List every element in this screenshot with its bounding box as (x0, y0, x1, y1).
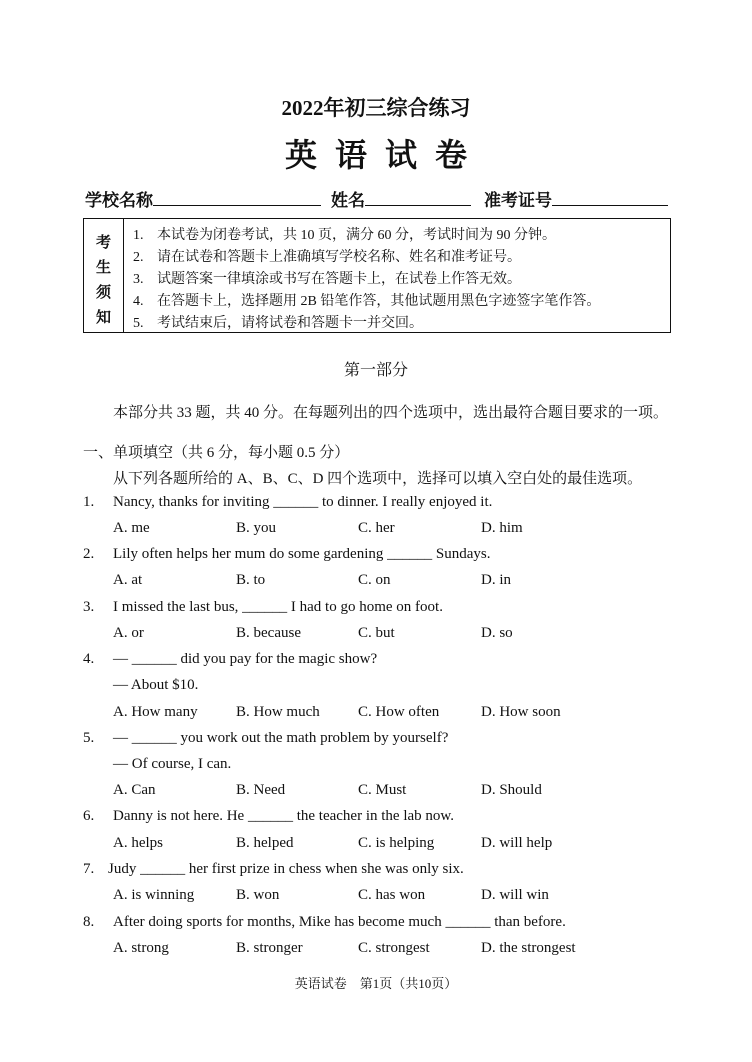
notice-label-char: 须 (95, 285, 111, 301)
option-d: D. the strongest (481, 940, 576, 956)
question-number: 6. (83, 808, 95, 824)
option-c: C. her (358, 520, 395, 536)
option-c: C. strongest (358, 940, 430, 956)
notice-label (84, 219, 124, 332)
school-label: 学校名称 (85, 191, 153, 210)
question-dialog-reply: — About $10. (113, 677, 199, 693)
notice-item: 3. 试题答案一律填涂或书写在答题卡上，在试卷上作答无效。 (133, 272, 521, 287)
option-b: B. you (236, 520, 277, 536)
question-stem: Lily often helps her mum do some gardening ______ Sundays. (113, 546, 491, 562)
option-d: D. will win (481, 887, 549, 903)
exam-title: 2022年初三综合练习 (281, 96, 471, 120)
subject-title: 英语试卷 (284, 137, 485, 173)
option-b: B. because (236, 625, 301, 641)
section-heading: 一、单项填空（共 6 分，每小题 0.5 分） (83, 445, 350, 461)
option-d: D. Should (481, 782, 542, 798)
option-d: D. in (481, 572, 511, 588)
question-stem: Judy ______ her first prize in chess when she was only six. (108, 861, 464, 877)
notice-label-char: 生 (95, 260, 111, 276)
school-name-field (85, 186, 321, 211)
question-number: 3. (83, 599, 95, 615)
question-stem: After doing sports for months, Mike has become much ______ than before. (113, 914, 566, 930)
option-b: B. How much (236, 704, 320, 720)
ticket-number-field (484, 186, 668, 211)
question-number: 5. (83, 730, 95, 746)
option-b: B. helped (236, 835, 294, 851)
question-stem: — ______ you work out the math problem by yourself? (113, 730, 449, 746)
ticket-blank (552, 189, 668, 206)
option-a: A. strong (113, 940, 169, 956)
option-b: B. Need (236, 782, 286, 798)
part-intro: 本部分共 33 题，共 40 分。在每题列出的四个选项中，选出最符合题目要求的一项。 (113, 405, 669, 421)
option-a: A. is winning (113, 887, 195, 903)
option-a: A. helps (113, 835, 163, 851)
question-number: 1. (83, 494, 95, 510)
question-stem: Danny is not here. He ______ the teacher in the lab now. (113, 808, 455, 824)
option-d: D. will help (481, 835, 553, 851)
question-dialog-reply: — Of course, I can. (113, 756, 232, 772)
option-c: C. How often (358, 704, 440, 720)
question-number: 8. (83, 914, 95, 930)
option-a: A. me (113, 520, 150, 536)
option-d: D. How soon (481, 704, 561, 720)
part-heading: 第一部分 (343, 362, 408, 379)
option-c: C. Must (358, 782, 407, 798)
page-footer: 英语试卷 第1页（共10页） (294, 976, 458, 991)
ticket-label: 准考证号 (484, 191, 552, 210)
option-c: C. on (358, 572, 391, 588)
name-blank (365, 189, 471, 206)
name-label: 姓名 (331, 191, 365, 210)
option-a: A. Can (113, 782, 156, 798)
question-stem: I missed the last bus, ______ I had to go home on foot. (113, 599, 443, 615)
notice-item: 2. 请在试卷和答题卡上准确填写学校名称、姓名和准考证号。 (133, 250, 521, 265)
question-number: 4. (83, 651, 95, 667)
option-c: C. is helping (358, 835, 435, 851)
section-instruction: 从下列各题所给的 A、B、C、D 四个选项中，选择可以填入空白处的最佳选项。 (113, 471, 643, 487)
option-a: A. or (113, 625, 144, 641)
option-c: C. but (358, 625, 395, 641)
question-stem: — ______ did you pay for the magic show? (113, 651, 378, 667)
option-b: B. stronger (236, 940, 303, 956)
student-name-field (331, 186, 471, 211)
school-blank (153, 189, 321, 206)
notice-label-char: 考 (95, 235, 111, 251)
option-a: A. at (113, 572, 143, 588)
exam-notice-box (83, 218, 671, 333)
notice-item: 5. 考试结束后，请将试卷和答题卡一并交回。 (133, 316, 423, 331)
notice-item: 1. 本试卷为闭卷考试，共 10 页，满分 60 分，考试时间为 90 分钟。 (133, 228, 556, 243)
option-b: B. won (236, 887, 280, 903)
option-d: D. so (481, 625, 513, 641)
option-d: D. him (481, 520, 523, 536)
question-number: 7. (83, 861, 95, 877)
question-stem: Nancy, thanks for inviting ______ to dinner. I really enjoyed it. (113, 494, 493, 510)
notice-label-char: 知 (95, 310, 111, 326)
option-a: A. How many (113, 704, 198, 720)
question-number: 2. (83, 546, 95, 562)
option-b: B. to (236, 572, 266, 588)
notice-item: 4. 在答题卡上，选择题用 2B 铅笔作答，其他试题用黑色字迹签字笔作答。 (133, 294, 601, 309)
option-c: C. has won (358, 887, 426, 903)
